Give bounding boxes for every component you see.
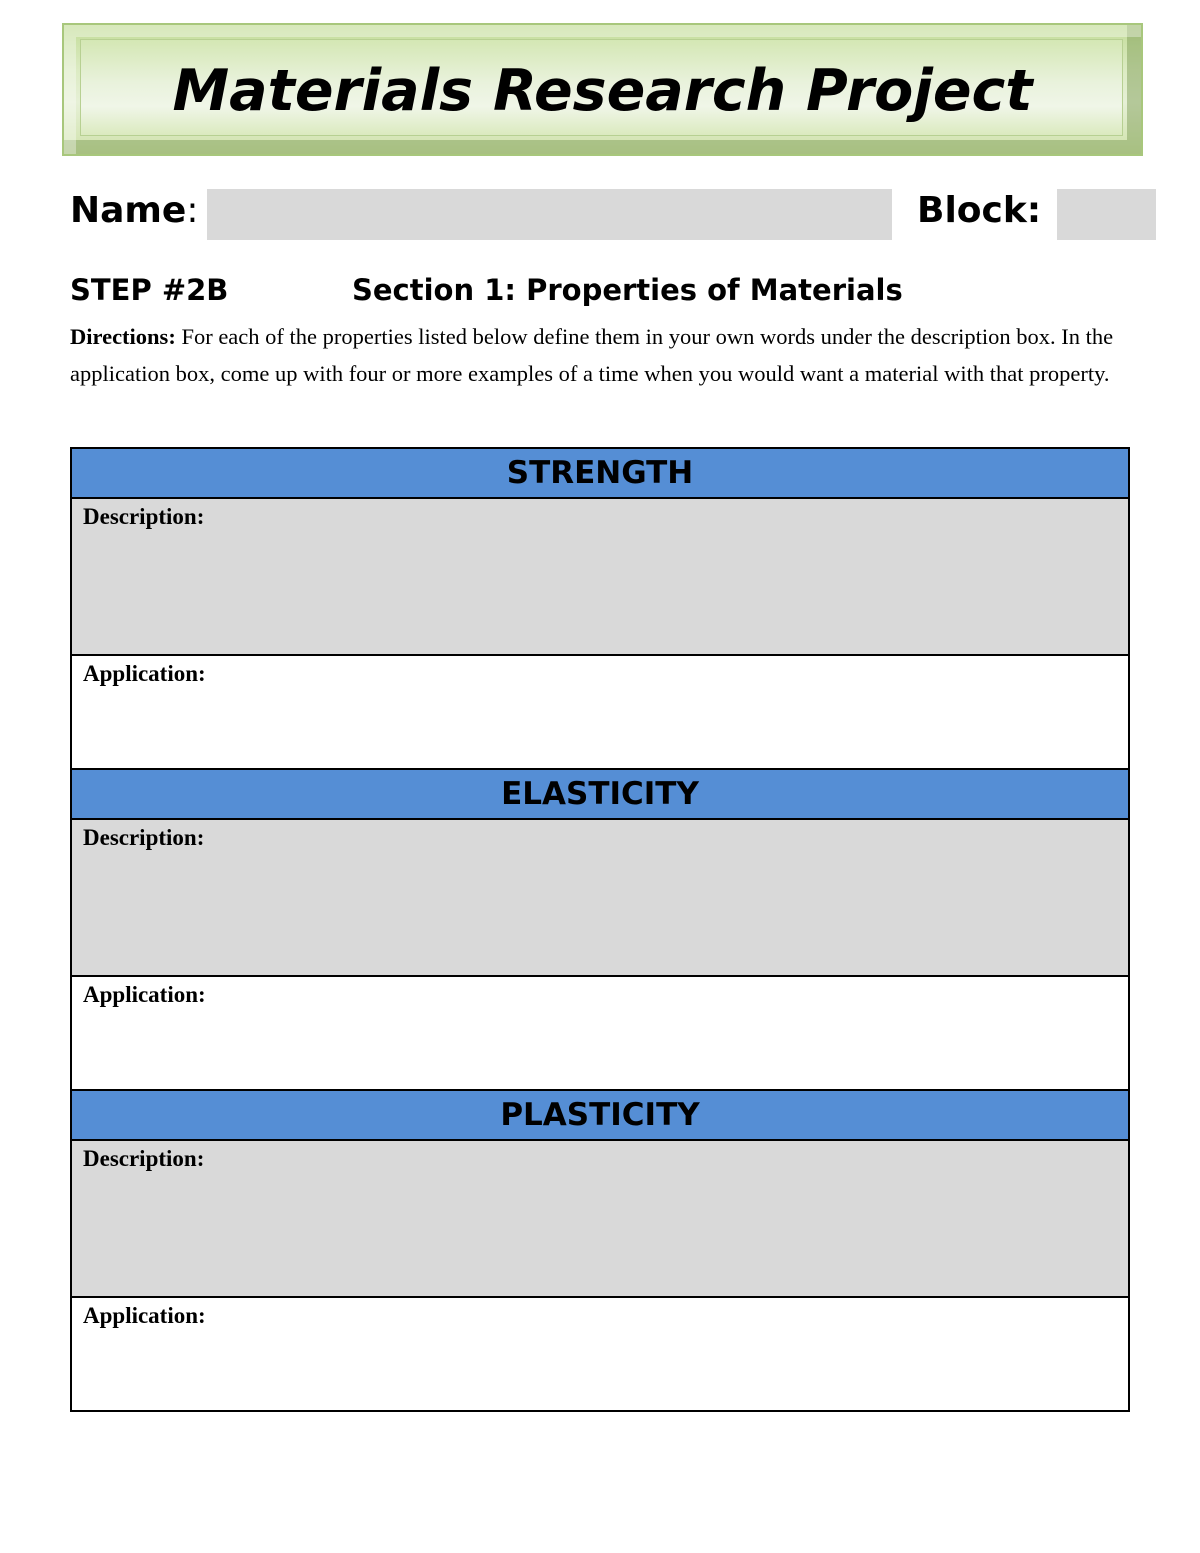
name-label-text: Name bbox=[70, 190, 187, 231]
block-label: Block: bbox=[917, 190, 1042, 231]
directions-text: For each of the properties listed below define them in your own words under the description box. In the application box, come up with four or more examples of a time when you would want a material with that property. bbox=[70, 324, 1114, 386]
section-title: Section 1: Properties of Materials bbox=[352, 273, 903, 307]
description-box[interactable] bbox=[72, 499, 1128, 656]
page-title: Materials Research Project bbox=[172, 58, 1033, 124]
name-label-colon: : bbox=[186, 190, 199, 231]
application-label: Application: bbox=[83, 1303, 206, 1328]
description-label: Description: bbox=[83, 825, 205, 850]
name-label bbox=[70, 186, 199, 236]
properties-table bbox=[70, 447, 1130, 1412]
directions-label: Directions: bbox=[70, 324, 176, 349]
property-elasticity bbox=[72, 768, 1128, 1089]
property-header: ELASTICITY bbox=[72, 768, 1128, 820]
directions-paragraph bbox=[70, 318, 1130, 392]
property-header: PLASTICITY bbox=[72, 1089, 1128, 1141]
description-label: Description: bbox=[83, 504, 205, 529]
name-field[interactable] bbox=[207, 189, 892, 240]
property-strength bbox=[72, 449, 1128, 768]
property-header: STRENGTH bbox=[72, 449, 1128, 499]
application-label: Application: bbox=[83, 661, 206, 686]
title-banner bbox=[62, 23, 1143, 156]
description-box[interactable] bbox=[72, 820, 1128, 977]
property-plasticity bbox=[72, 1089, 1128, 1410]
application-box[interactable] bbox=[72, 1298, 1128, 1410]
description-box[interactable] bbox=[72, 1141, 1128, 1298]
step-label: STEP #2B bbox=[70, 273, 229, 307]
description-label: Description: bbox=[83, 1146, 205, 1171]
application-box[interactable] bbox=[72, 656, 1128, 768]
application-box[interactable] bbox=[72, 977, 1128, 1089]
block-field[interactable] bbox=[1057, 189, 1156, 240]
application-label: Application: bbox=[83, 982, 206, 1007]
